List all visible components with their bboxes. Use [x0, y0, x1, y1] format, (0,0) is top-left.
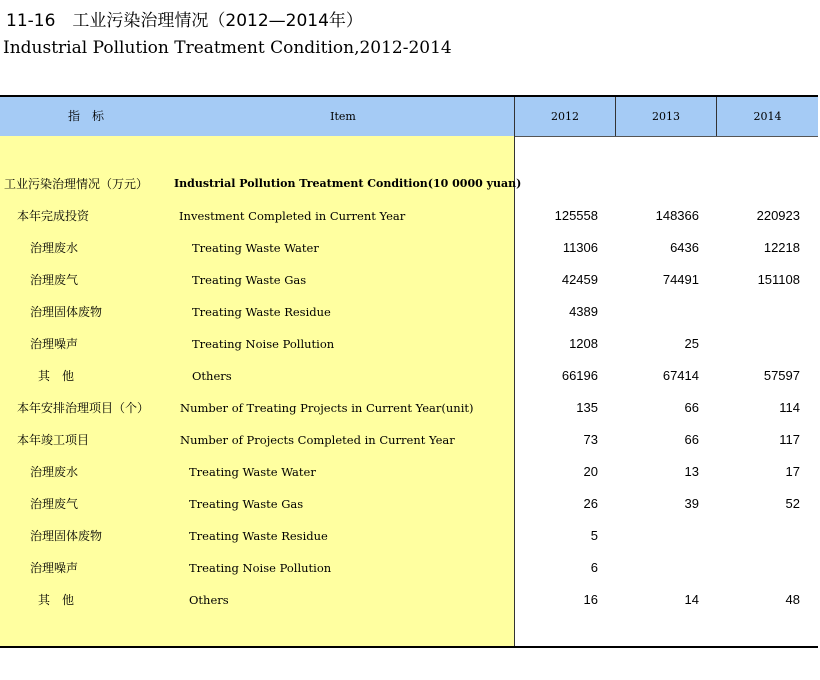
- row-label-english: Others: [189, 593, 229, 607]
- value-2013: 66: [684, 432, 699, 447]
- value-2012: 11306: [562, 240, 598, 255]
- row-label-english: Treating Waste Water: [189, 465, 316, 479]
- table-row: [0, 488, 818, 520]
- row-label-chinese: 治理废水: [30, 465, 79, 479]
- table-row: [0, 424, 818, 456]
- row-label-chinese: 其 他: [38, 369, 75, 383]
- row-label-english: Treating Noise Pollution: [192, 337, 335, 351]
- table-row: [0, 328, 818, 360]
- row-label-chinese: 其 他: [38, 593, 75, 607]
- page-title-english: Industrial Pollution Treatment Condition,2012-2014: [3, 38, 452, 58]
- row-label-english: Treating Noise Pollution: [189, 561, 332, 575]
- value-2012: 73: [583, 432, 598, 447]
- value-2012: 135: [576, 400, 598, 415]
- value-2013: 74491: [662, 272, 699, 287]
- row-label-english: Others: [192, 369, 232, 383]
- row-label-chinese: 工业污染治理情况（万元）: [4, 177, 149, 191]
- table-row: [0, 456, 818, 488]
- header-divider: [615, 97, 616, 136]
- row-label-chinese: 治理废气: [30, 497, 79, 511]
- value-2013: 13: [684, 464, 699, 479]
- table-row: [0, 296, 818, 328]
- table-row: [0, 168, 818, 200]
- table-row: [0, 584, 818, 616]
- value-2014: 117: [779, 432, 800, 447]
- value-2012: 4389: [569, 304, 598, 319]
- value-2013: 14: [684, 592, 699, 607]
- value-2012: 125558: [554, 208, 598, 223]
- row-label-chinese: 治理固体废物: [30, 529, 103, 543]
- value-2013: 66: [684, 400, 699, 415]
- row-label-english: Investment Completed in Current Year: [179, 209, 406, 223]
- value-2014: 52: [785, 496, 800, 511]
- row-label-chinese: 治理噪声: [30, 561, 79, 575]
- row-label-english: Number of Treating Projects in Current Year(unit): [180, 401, 474, 415]
- header-divider: [716, 97, 717, 136]
- row-label-english: Treating Waste Residue: [189, 529, 328, 543]
- row-label-english: Number of Projects Completed in Current Year: [180, 433, 455, 447]
- header-year-2012: 2012: [551, 110, 579, 123]
- table-row: [0, 520, 818, 552]
- header-year-2014: 2014: [753, 110, 782, 123]
- table-row: [0, 264, 818, 296]
- row-label-english: Treating Waste Gas: [189, 497, 304, 511]
- value-2012: 6: [590, 560, 598, 575]
- value-2012: 26: [583, 496, 598, 511]
- table-row: [0, 392, 818, 424]
- table-row: [0, 232, 818, 264]
- value-2013: 67414: [662, 368, 699, 383]
- value-2013: 6436: [670, 240, 699, 255]
- table-row: [0, 200, 818, 232]
- value-2012: 66196: [561, 368, 598, 383]
- table-row: [0, 552, 818, 584]
- row-label-chinese: 本年安排治理项目（个）: [17, 401, 150, 415]
- value-2014: 114: [779, 400, 800, 415]
- row-label-chinese: 本年竣工项目: [17, 433, 90, 447]
- value-2014: 57597: [763, 368, 800, 383]
- row-label-english: Treating Waste Water: [192, 241, 319, 255]
- value-2013: 39: [684, 496, 699, 511]
- table-header: [0, 97, 818, 137]
- header-indicator: 指 标: [67, 109, 104, 123]
- value-2012: 5: [590, 528, 598, 543]
- value-2013: 148366: [655, 208, 699, 223]
- row-label-chinese: 本年完成投资: [17, 209, 90, 223]
- value-2013: 25: [684, 336, 699, 351]
- row-label-english: Treating Waste Gas: [192, 273, 307, 287]
- value-2012: 20: [583, 464, 598, 479]
- value-2014: 220923: [756, 208, 800, 223]
- value-2012: 1208: [569, 336, 598, 351]
- row-label-chinese: 治理废气: [30, 273, 79, 287]
- value-2014: 17: [785, 464, 800, 479]
- value-2012: 42459: [561, 272, 598, 287]
- value-2012: 16: [583, 592, 598, 607]
- header-item: Item: [330, 110, 356, 123]
- value-2014: 151108: [757, 272, 800, 287]
- page-title-chinese: 11-16 工业污染治理情况（2012—2014年）: [6, 11, 363, 31]
- table-bottom-rule: [0, 646, 818, 648]
- row-label-chinese: 治理废水: [30, 241, 79, 255]
- row-label-chinese: 治理固体废物: [30, 305, 103, 319]
- header-year-2013: 2013: [652, 110, 680, 123]
- row-label-english: Treating Waste Residue: [192, 305, 331, 319]
- row-label-chinese: 治理噪声: [30, 337, 79, 351]
- value-2014: 12218: [763, 240, 800, 255]
- value-2014: 48: [785, 592, 800, 607]
- table-row: [0, 360, 818, 392]
- row-label-english: Industrial Pollution Treatment Condition(10 0000 yuan): [174, 177, 522, 190]
